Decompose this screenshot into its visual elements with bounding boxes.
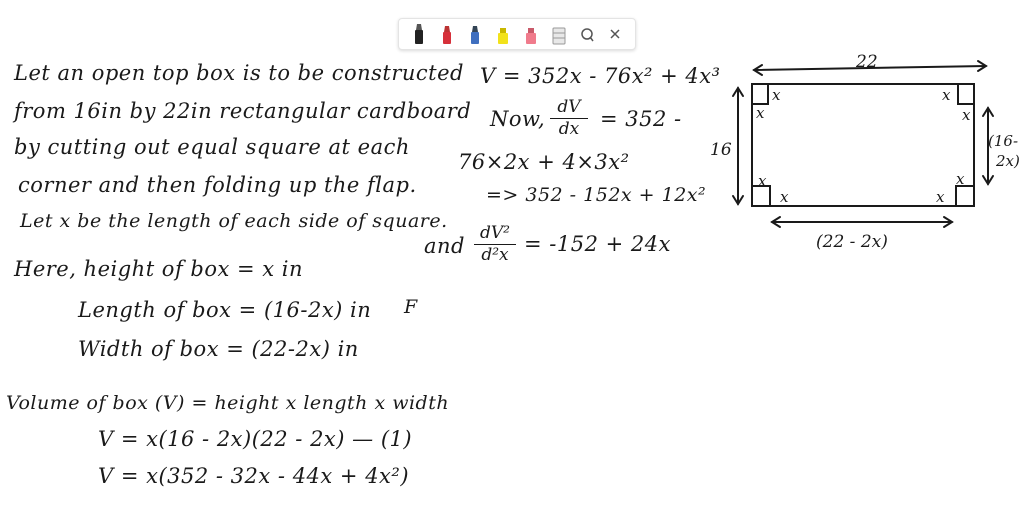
corner-x-label: x — [756, 104, 765, 122]
note-line-4: corner and then folding up the flap. — [18, 173, 417, 197]
left-length-label: 16 — [710, 140, 732, 160]
note-line-8: Width of box = (22-2x) in — [78, 337, 359, 361]
d2v-denominator: d²x — [481, 244, 509, 265]
blue-pen-tool[interactable] — [466, 22, 484, 46]
lasso-icon — [579, 22, 595, 46]
dv-numerator: dV — [557, 97, 581, 117]
first-derivative-fraction — [550, 98, 588, 138]
and-label: and — [424, 234, 465, 258]
second-derivative-rhs: = -152 + 24x — [524, 232, 671, 256]
note-line-2: from 16in by 22in rectangular cardboard — [14, 99, 472, 123]
second-derivative-fraction — [474, 224, 516, 264]
now-label: Now, — [490, 107, 546, 131]
note-line-5: Let x be the length of each side of square. — [20, 210, 448, 232]
blue-pen-icon — [468, 22, 482, 46]
yellow-highlighter-icon — [496, 22, 510, 46]
note-line-9: Volume of box (V) = height x length x width — [6, 392, 450, 414]
stray-mark: F — [404, 296, 418, 318]
corner-x-label: x — [936, 188, 945, 206]
yellow-highlighter-tool[interactable] — [494, 22, 512, 46]
black-pen-tool[interactable] — [410, 22, 428, 46]
corner-square-top-right — [958, 84, 974, 104]
corner-x-label: x — [942, 86, 951, 104]
note-line-7: Length of box = (16-2x) in — [78, 298, 372, 322]
note-line-10: V = x(16 - 2x)(22 - 2x) — (1) — [98, 427, 413, 451]
lasso-tool[interactable] — [578, 22, 596, 46]
close-icon — [607, 22, 623, 46]
right-length-label-line2: 2x) — [996, 152, 1020, 170]
volume-expression: V = 352x - 76x² + 4x³ — [480, 64, 721, 88]
red-pen-tool[interactable] — [438, 22, 456, 46]
cardboard-diagram — [700, 48, 1020, 278]
top-length-label: 22 — [856, 52, 878, 72]
d2v-numerator: dV² — [480, 223, 510, 243]
dv-denominator: dx — [558, 118, 580, 139]
corner-x-label: x — [780, 188, 789, 206]
bottom-length-label: (22 - 2x) — [816, 232, 888, 252]
corner-x-label: x — [962, 106, 971, 124]
corner-square-bottom-right — [956, 186, 974, 206]
corner-square-top-left — [752, 84, 768, 104]
first-derivative-continued: 76×2x + 4×3x² — [458, 150, 630, 174]
corner-x-label: x — [956, 170, 965, 188]
note-line-6: Here, height of box = x in — [14, 257, 304, 281]
eraser-icon — [551, 22, 567, 46]
pink-highlighter-tool[interactable] — [522, 22, 540, 46]
close-tool[interactable] — [606, 22, 624, 46]
first-derivative-simplified: => 352 - 152x + 12x² — [486, 184, 707, 206]
pink-highlighter-icon — [524, 22, 538, 46]
right-length-label-line1: (16- — [988, 132, 1019, 150]
drawing-toolbar — [398, 18, 636, 50]
first-derivative-rhs: = 352 - — [600, 107, 682, 131]
red-pen-icon — [440, 22, 454, 46]
eraser-tool[interactable] — [550, 22, 568, 46]
note-line-1: Let an open top box is to be constructed — [14, 61, 464, 85]
corner-x-label: x — [758, 172, 767, 190]
note-line-3: by cutting out equal square at each — [14, 135, 410, 159]
black-pen-icon — [412, 22, 426, 46]
note-line-11: V = x(352 - 32x - 44x + 4x²) — [98, 464, 410, 488]
corner-x-label: x — [772, 86, 781, 104]
